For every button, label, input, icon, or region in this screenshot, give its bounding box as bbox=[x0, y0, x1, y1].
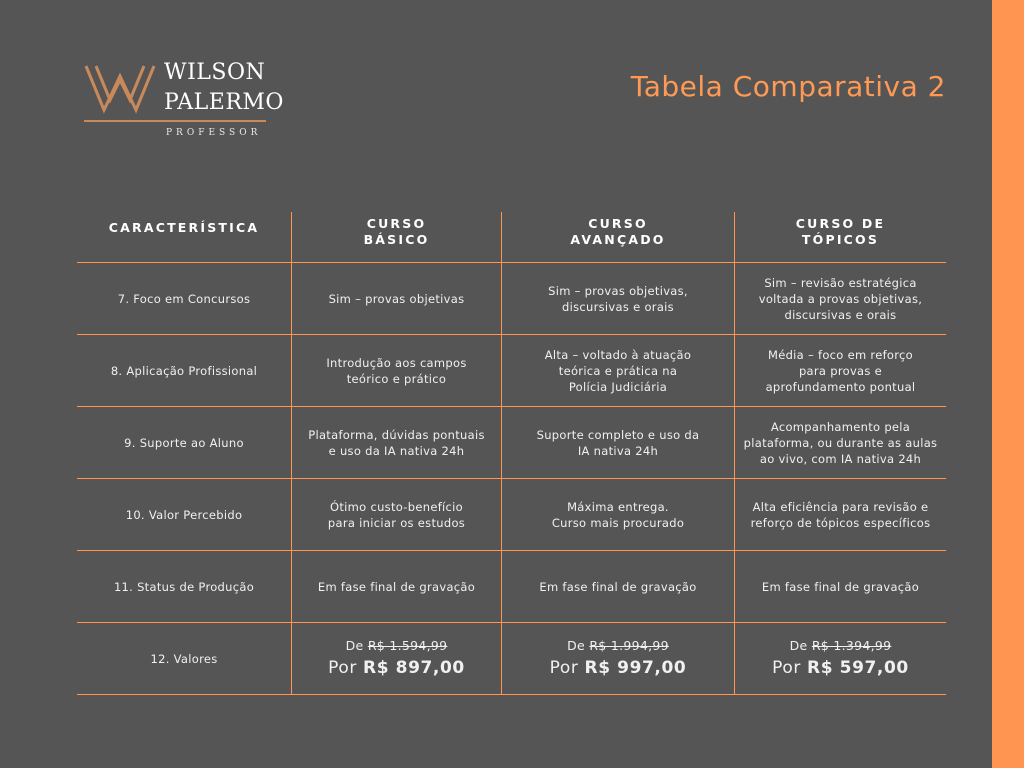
logo-name-line1: WILSON bbox=[164, 60, 266, 85]
table-cell: Sim – provas objetivas bbox=[291, 263, 501, 334]
price-cell-topics bbox=[734, 623, 946, 694]
table-header-row bbox=[77, 212, 946, 263]
row-label: 10. Valor Percebido bbox=[125, 507, 243, 522]
table-cell: Sim – revisão estratégica voltada a provas objetivas, discursivas e orais bbox=[734, 263, 946, 334]
w-monogram-logo-icon bbox=[84, 60, 156, 114]
table-cell: Suporte completo e uso da IA nativa 24h bbox=[501, 407, 734, 478]
header-advanced-course: CURSO AVANÇADO bbox=[501, 212, 734, 262]
table-row bbox=[77, 479, 946, 551]
page-title: Tabela Comparativa 2 bbox=[630, 70, 946, 103]
row-label: 9. Suporte ao Aluno bbox=[124, 435, 244, 450]
table-cell: Em fase final de gravação bbox=[291, 551, 501, 622]
row-label: 7. Foco em Concursos bbox=[117, 291, 251, 306]
table-cell: Introdução aos campos teórico e prático bbox=[291, 335, 501, 406]
old-price: De R$ 1.994,99 bbox=[567, 637, 669, 653]
table-row bbox=[77, 551, 946, 623]
table-row bbox=[77, 407, 946, 479]
table-row bbox=[77, 335, 946, 407]
old-price-value: R$ 1.394,99 bbox=[811, 637, 892, 653]
row-label: 8. Aplicação Profissional bbox=[110, 363, 258, 378]
table-row bbox=[77, 263, 946, 335]
comparison-table bbox=[77, 212, 946, 695]
table-cell: Em fase final de gravação bbox=[501, 551, 734, 622]
table-cell: Sim – provas objetivas, discursivas e orais bbox=[501, 263, 734, 334]
price-row bbox=[77, 623, 946, 695]
price-cell-basic bbox=[291, 623, 501, 694]
table-cell: Em fase final de gravação bbox=[734, 551, 946, 622]
old-price: De R$ 1.594,99 bbox=[345, 637, 448, 653]
new-price-value: R$ 997,00 bbox=[584, 657, 687, 678]
header-characteristic: CARACTERÍSTICA bbox=[108, 220, 260, 235]
row-label: 11. Status de Produção bbox=[113, 579, 255, 594]
old-price: De R$ 1.394,99 bbox=[789, 637, 892, 653]
header-basic-course: CURSO BÁSICO bbox=[291, 212, 501, 262]
row-label: 12. Valores bbox=[150, 651, 218, 666]
table-cell: Acompanhamento pela plataforma, ou durante as aulas ao vivo, com IA nativa 24h bbox=[734, 407, 946, 478]
new-price: Por R$ 897,00 bbox=[328, 657, 465, 678]
table-cell: Alta – voltado à atuação teórica e prática na Polícia Judiciária bbox=[501, 335, 734, 406]
new-price: Por R$ 997,00 bbox=[549, 657, 687, 678]
table-cell: Alta eficiência para revisão e reforço de tópicos específicos bbox=[734, 479, 946, 550]
old-price-value: R$ 1.994,99 bbox=[589, 637, 669, 653]
table-cell: Plataforma, dúvidas pontuais e uso da IA nativa 24h bbox=[291, 407, 501, 478]
logo-name-line2: PALERMO bbox=[164, 90, 284, 115]
new-price: Por R$ 597,00 bbox=[772, 657, 909, 678]
orange-side-bar bbox=[992, 0, 1024, 768]
header-topics-course: CURSO DE TÓPICOS bbox=[734, 212, 946, 262]
logo-underline bbox=[84, 120, 266, 122]
new-price-value: R$ 897,00 bbox=[363, 657, 465, 678]
old-price-value: R$ 1.594,99 bbox=[367, 637, 448, 653]
brand-logo bbox=[84, 58, 284, 144]
table-cell: Ótimo custo-benefício para iniciar os estudos bbox=[291, 479, 501, 550]
table-cell: Média – foco em reforço para provas e aprofundamento pontual bbox=[734, 335, 946, 406]
price-cell-advanced bbox=[501, 623, 734, 694]
logo-subtitle: PROFESSOR bbox=[166, 128, 262, 138]
table-cell: Máxima entrega. Curso mais procurado bbox=[501, 479, 734, 550]
new-price-value: R$ 597,00 bbox=[807, 657, 909, 678]
